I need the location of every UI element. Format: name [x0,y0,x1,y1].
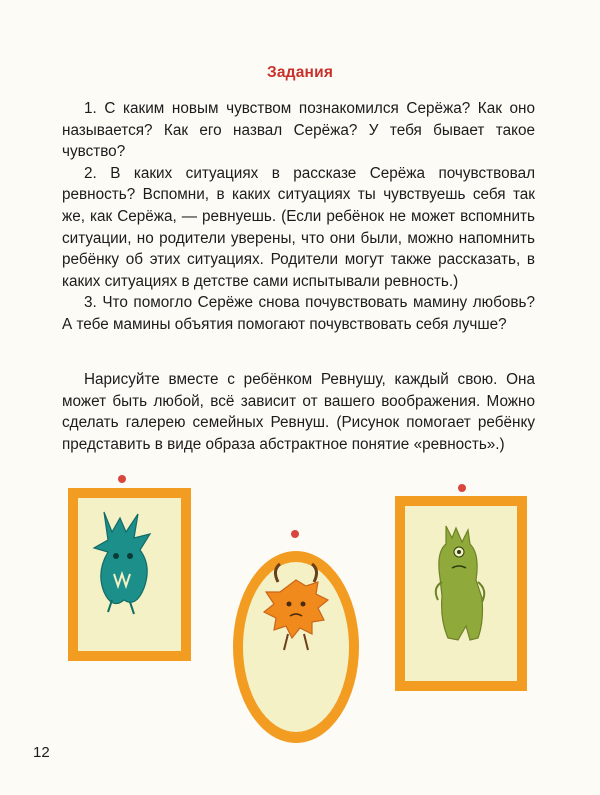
task-item: 2. В каких ситуациях в рассказе Серёжа почувствовал ревность? Вспомни, в каких ситуациях ты чувствуешь себя так же, как Серёжа, — ревнуешь. (Если ребёнок не может вспомнить ситуации, но родители уверены, что они были, можно напомнить ребёнку об этих ситуациях. Родители могут также рассказать, в каких ситуациях в детстве сами испытывали ревность.) [62,164,535,290]
task-item: 3. Что помогло Серёже снова почувствовать мамину любовь? А тебе мамины объятия помогают почувствовать себя лучше? [62,294,535,333]
monster-gallery-illustration [0,470,600,770]
drawing-instruction-text: Нарисуйте вместе с ребёнком Ревнушу, каждый свою. Она может быть любой, всё зависит от вашего воображения. Можно сделать галерею семейных Ревнуш. (Рисунок помогает ребёнку представить в виде образа абстрактное понятие «ревность».) [62,371,535,453]
frame-orange-monster [233,530,359,743]
task-list [62,98,535,336]
frame-nail-icon [291,530,299,538]
drawing-instruction [62,369,535,455]
page-number: 12 [33,744,50,761]
frame-nail-icon [458,484,466,492]
frame-green-monster [395,484,527,691]
frame-teal-monster [68,475,191,661]
task-item: 1. С каким новым чувством познакомился Серёжа? Как оно называется? Как его назвал Серёжа? У тебя бывает такое чувство? [62,100,535,161]
frame-nail-icon [118,475,126,483]
page-title: Задания [266,64,334,81]
